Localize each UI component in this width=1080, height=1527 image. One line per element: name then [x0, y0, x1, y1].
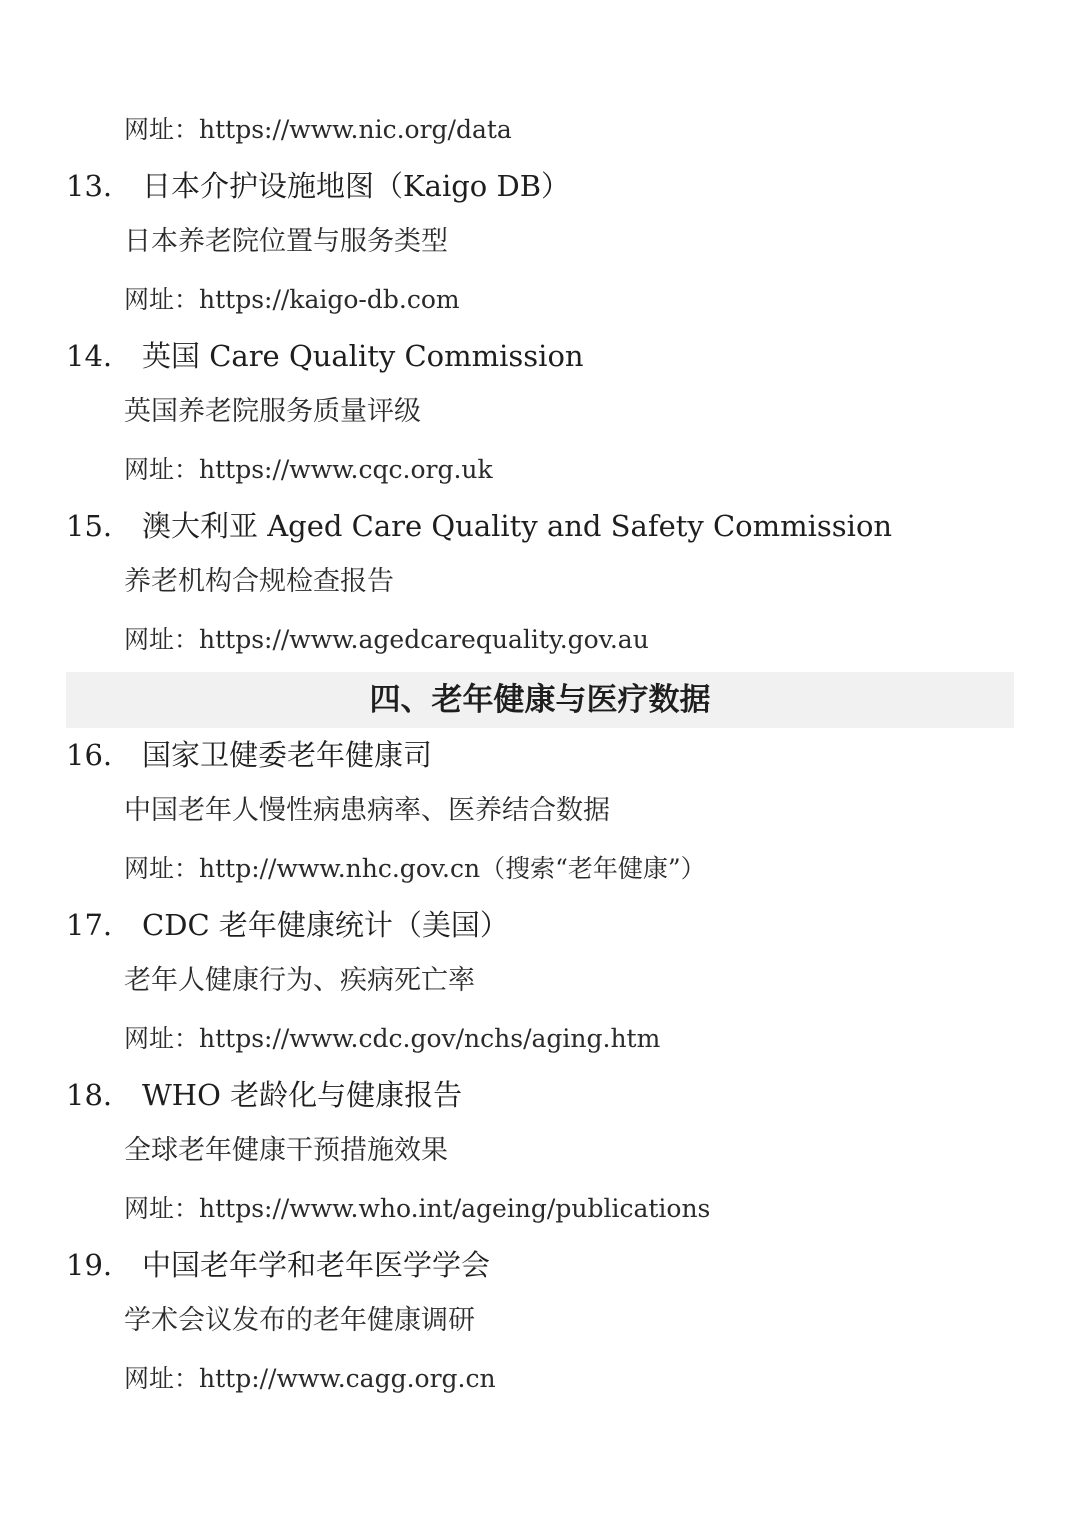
item-title: 英国 Care Quality Commission [142, 339, 584, 373]
url-text: https://www.cqc.org.uk [199, 455, 493, 484]
url-prefix: 网址： [124, 1194, 200, 1223]
item-16-description: 中国老年人慢性病患病率、医养结合数据 [124, 795, 610, 826]
url-prefix: 网址： [124, 1364, 200, 1393]
item-title: 日本介护设施地图（Kaigo DB） [142, 169, 571, 203]
url-prefix: 网址： [124, 115, 200, 144]
url-prefix: 网址： [124, 285, 200, 314]
item-title: CDC 老年健康统计（美国） [142, 908, 509, 942]
item-number: 16. [66, 738, 113, 772]
item-16-url-line [124, 852, 706, 886]
section-heading-bar [66, 672, 1014, 728]
item-title: 国家卫健委老年健康司 [142, 738, 433, 772]
item-18-url-line [124, 1192, 710, 1226]
item-13-heading [66, 167, 570, 205]
item-18-description: 全球老年健康干预措施效果 [124, 1135, 448, 1166]
item-17-url-line [124, 1022, 660, 1056]
item-15-heading [66, 507, 892, 545]
item-19-description: 学术会议发布的老年健康调研 [124, 1305, 475, 1336]
item-number: 15. [66, 509, 113, 543]
item-13-description: 日本养老院位置与服务类型 [124, 226, 448, 257]
item-19-url-line [124, 1362, 496, 1396]
item-14-heading [66, 337, 584, 375]
item-12-url-line [124, 113, 512, 147]
url-prefix: 网址： [124, 625, 200, 654]
item-number: 19. [66, 1248, 113, 1282]
item-title: 中国老年学和老年医学学会 [142, 1248, 491, 1282]
item-14-description: 英国养老院服务质量评级 [124, 396, 421, 427]
section-title: 四、老年健康与医疗数据 [369, 682, 711, 718]
item-number: 14. [66, 339, 113, 373]
item-15-description: 养老机构合规检查报告 [124, 566, 394, 597]
item-title: WHO 老龄化与健康报告 [142, 1078, 463, 1112]
item-15-url-line [124, 623, 649, 657]
url-text: https://www.cdc.gov/nchs/aging.htm [199, 1024, 661, 1053]
item-19-heading [66, 1246, 490, 1284]
item-17-description: 老年人健康行为、疾病死亡率 [124, 965, 475, 996]
item-number: 17. [66, 908, 113, 942]
url-text: http://www.nhc.gov.cn（搜索“老年健康”） [199, 854, 706, 883]
url-text: http://www.cagg.org.cn [199, 1364, 496, 1393]
url-text: https://kaigo-db.com [199, 285, 460, 314]
url-prefix: 网址： [124, 455, 200, 484]
item-16-heading [66, 736, 432, 774]
item-17-heading [66, 906, 509, 944]
item-18-heading [66, 1076, 462, 1114]
url-text: https://www.who.int/ageing/publications [199, 1194, 711, 1223]
url-text: https://www.nic.org/data [199, 115, 512, 144]
url-prefix: 网址： [124, 1024, 200, 1053]
item-title: 澳大利亚 Aged Care Quality and Safety Commission [142, 509, 893, 543]
url-text: https://www.agedcarequality.gov.au [199, 625, 649, 654]
item-13-url-line [124, 283, 460, 317]
item-number: 18. [66, 1078, 113, 1112]
item-14-url-line [124, 453, 493, 487]
item-number: 13. [66, 169, 113, 203]
url-prefix: 网址： [124, 854, 200, 883]
